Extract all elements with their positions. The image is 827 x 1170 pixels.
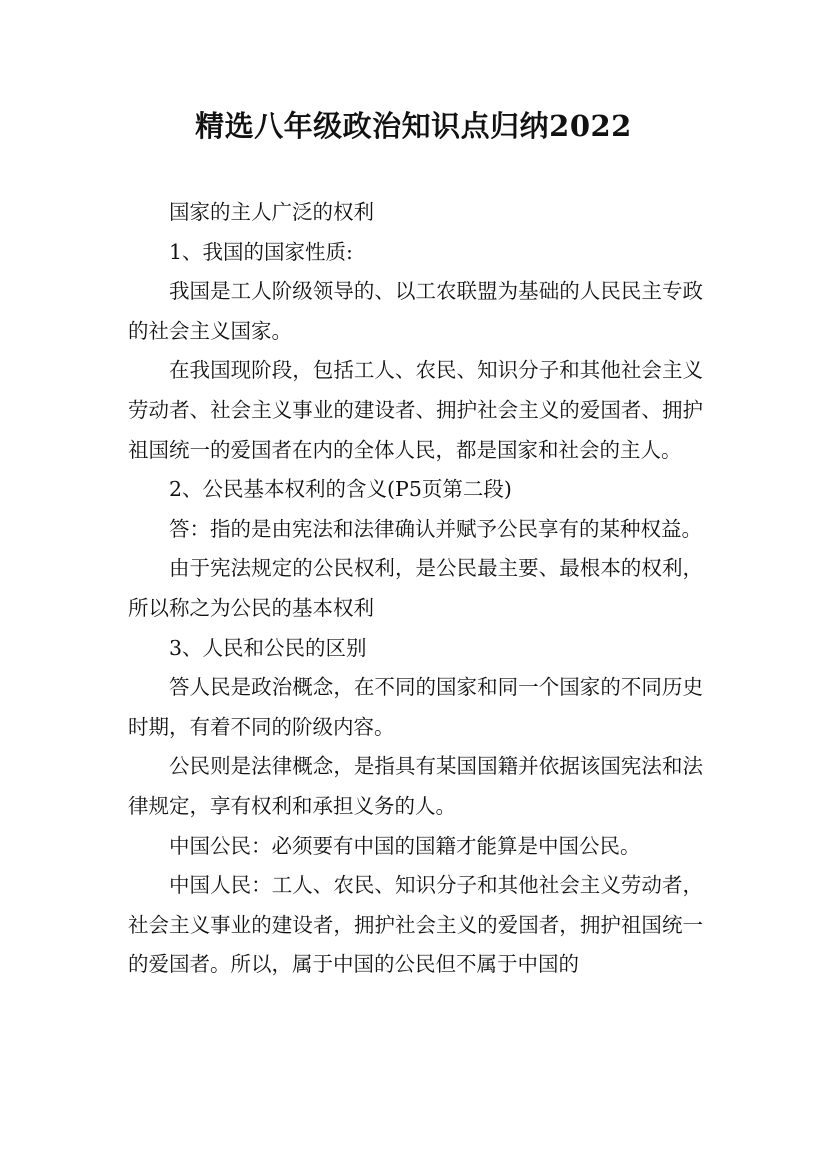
- paragraph-section-heading: 国家的主人广泛的权利: [169, 200, 374, 224]
- paragraph: 公民则是法律概念，是指具有某国国籍并依据该国宪法和法律规定，享有权利和承担义务的人。: [128, 754, 703, 818]
- paragraph: 答：指的是由宪法和法律确认并赋予公民享有的某种权益。: [169, 516, 702, 541]
- document-body: [128, 193, 703, 985]
- paragraph: 中国公民：必须要有中国的国籍才能算是中国公民。: [169, 833, 641, 858]
- paragraph: 答人民是政治概念，在不同的国家和同一个国家的不同历史时期，有着不同的阶级内容。: [128, 675, 703, 739]
- document-title: 精选八年级政治知识点归纳2022: [195, 109, 632, 143]
- paragraph-question-1: 1、我国的国家性质:: [169, 239, 353, 264]
- paragraph: 在我国现阶段，包括工人、农民、知识分子和其他社会主义劳动者、社会主义事业的建设者、拥护社会主义的爱国者、拥护祖国统一的爱国者在内的全体人民，都是国家和社会的主人。: [128, 358, 703, 462]
- paragraph-question-3: 3、人民和公民的区别: [169, 635, 367, 660]
- paragraph: 由于宪法规定的公民权利，是公民最主要、最根本的权利，所以称之为公民的基本权利: [128, 556, 703, 620]
- paragraph: 我国是工人阶级领导的、以工农联盟为基础的人民民主专政的社会主义国家。: [128, 279, 703, 343]
- paragraph: 中国人民：工人、农民、知识分子和其他社会主义劳动者，社会主义事业的建设者，拥护社会主义的爱国者，拥护祖国统一的爱国者。所以，属于中国的公民但不属于中国的: [128, 873, 703, 977]
- paragraph-question-2: 2、公民基本权利的含义(P5页第二段): [169, 477, 512, 502]
